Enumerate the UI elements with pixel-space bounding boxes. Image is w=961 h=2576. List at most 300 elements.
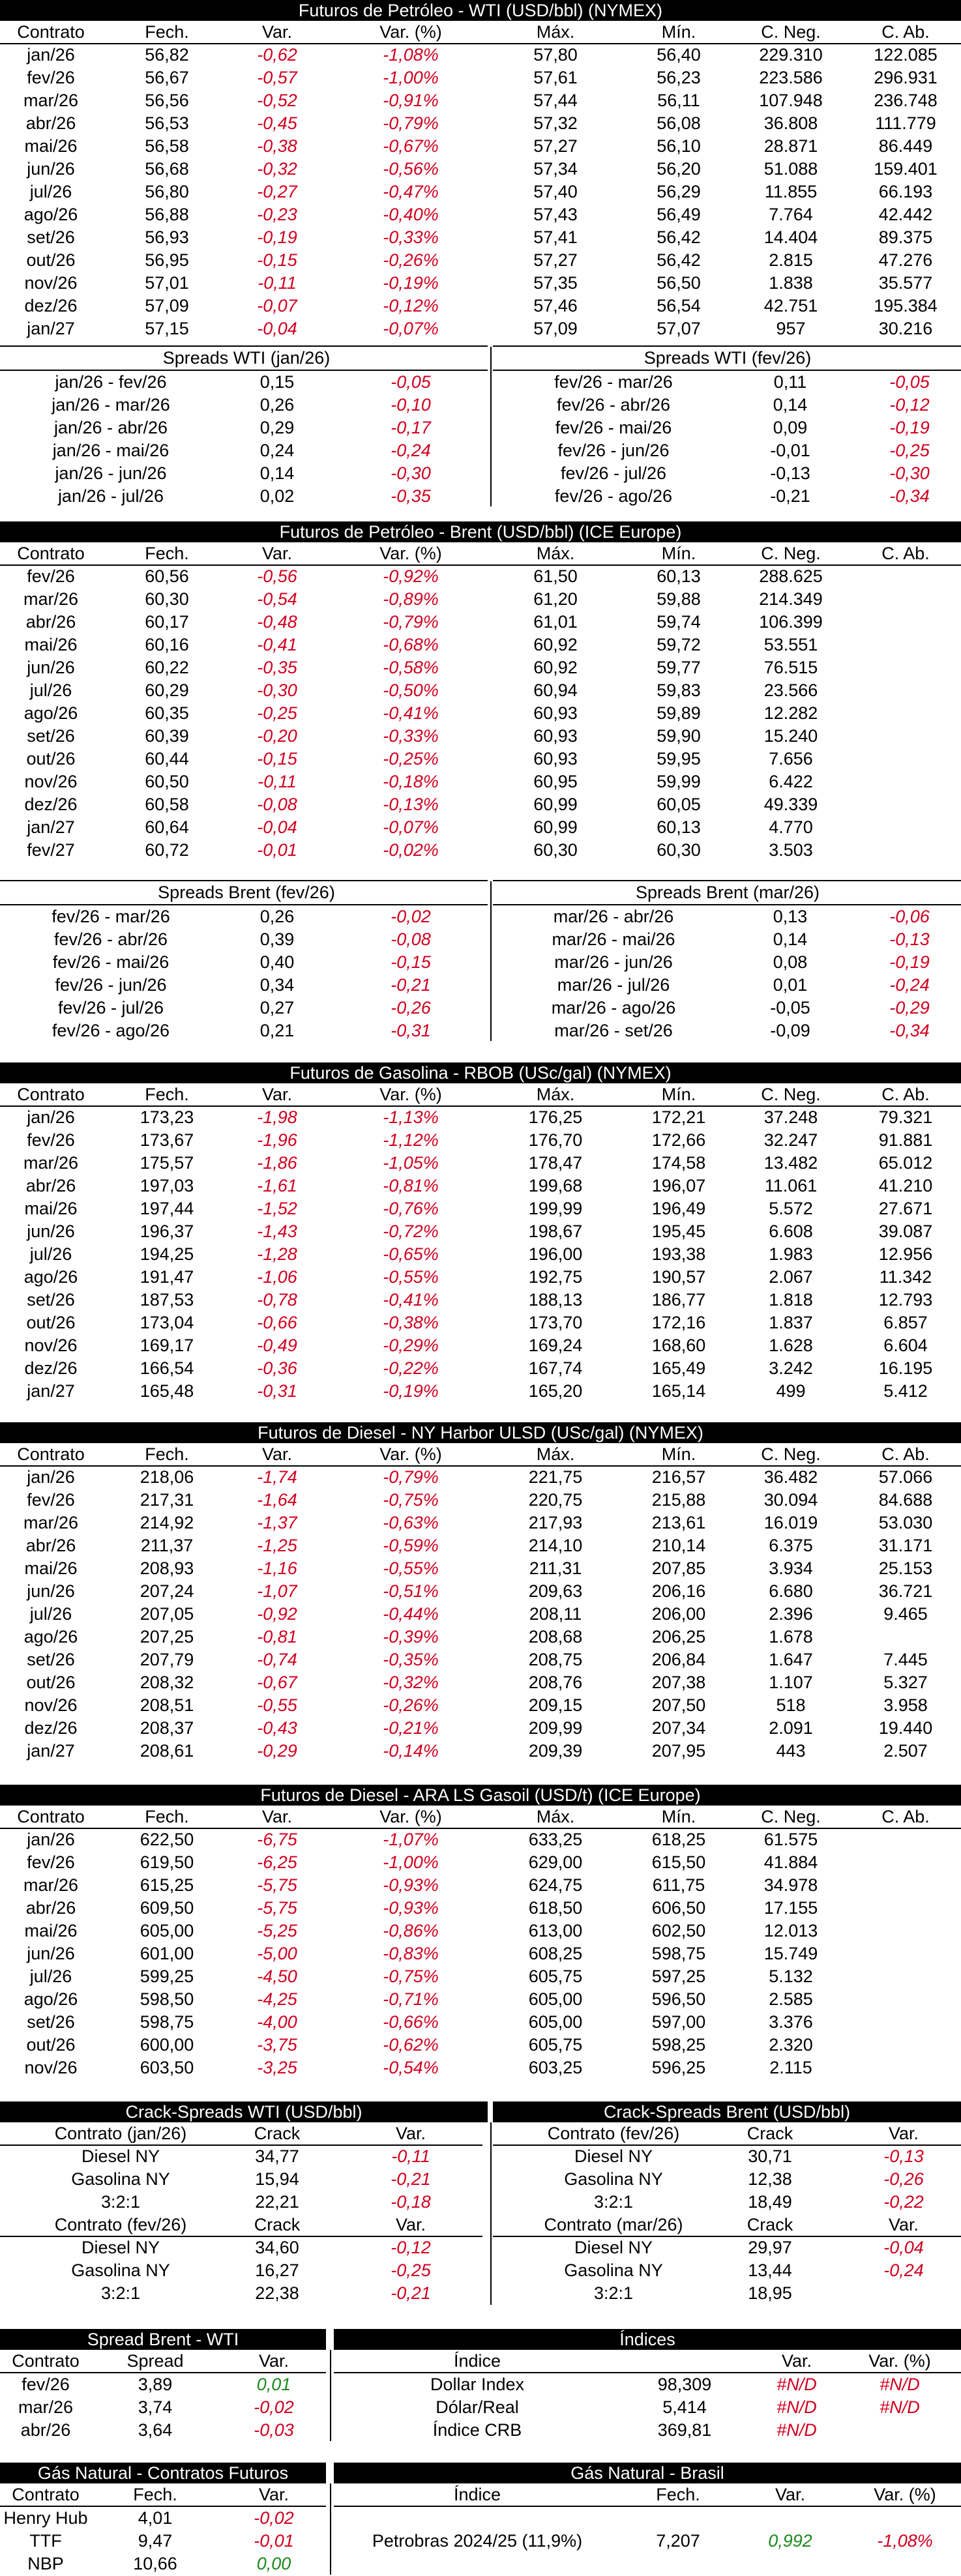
cell-close: 165,48	[140, 1381, 194, 1401]
indices-row	[0, 2373, 961, 2396]
cell-close: 196,37	[140, 1222, 194, 1241]
spread-value: 0,21	[259, 1021, 295, 1040]
brent_spreads-titles	[0, 881, 961, 904]
spread-row	[0, 439, 961, 462]
cell-high: 199,99	[528, 1199, 583, 1218]
cell-change-pct: -0,92%	[383, 566, 439, 586]
cell-close: 603,50	[140, 2058, 194, 2077]
crack-change	[848, 2282, 959, 2305]
cell-high: 196,00	[528, 1244, 583, 1264]
cell-contract: jun/26	[27, 159, 75, 179]
cell-change-pct: -0,91%	[383, 91, 439, 110]
cell-volume: 106.399	[759, 612, 823, 632]
cell-open-interest: 159.401	[874, 159, 938, 179]
cell-close: 598,50	[140, 1989, 194, 2009]
cell-low: 59,99	[657, 772, 701, 791]
cell-contract: mai/26	[24, 635, 78, 654]
cell-change: -6,25	[257, 1852, 297, 1872]
cell-change-pct: -0,39%	[383, 1627, 439, 1647]
column-header-change: Var.	[261, 1444, 293, 1464]
cell-change-pct: -0,75%	[383, 1490, 439, 1510]
cell-low: 597,00	[651, 2012, 706, 2032]
cell-change-pct: -0,35%	[383, 1650, 439, 1669]
cell-open-interest: 53.030	[878, 1513, 933, 1532]
cell-low: 186,77	[651, 1290, 706, 1310]
crack-row	[0, 2145, 961, 2168]
cell-low: 598,75	[651, 1944, 706, 1963]
cell-change: -1,61	[257, 1176, 297, 1195]
table-row	[0, 770, 961, 793]
table-row	[0, 1334, 961, 1357]
table-row	[0, 1106, 961, 1129]
cell-volume: 1.838	[769, 273, 813, 293]
cell-low: 207,95	[651, 1741, 706, 1761]
table-row	[0, 1220, 961, 1243]
crack-col-header: Crack	[747, 2124, 793, 2143]
cell-volume: 518	[776, 1695, 806, 1715]
column-header-contract: Contrato	[17, 1444, 85, 1464]
column-header-low: Mín.	[661, 544, 696, 563]
cell-close: 56,68	[145, 159, 189, 179]
spread-change: -0,24	[391, 441, 431, 460]
cell-contract: jan/26	[27, 1467, 75, 1487]
cell-open-interest	[850, 565, 961, 588]
cell-contract: abr/26	[25, 113, 76, 133]
cell-change-pct: -0,79%	[383, 1467, 439, 1487]
cell-high: 209,63	[528, 1581, 583, 1601]
table-row	[0, 226, 961, 249]
cell-contract: out/26	[26, 2035, 76, 2055]
cell-volume: 957	[776, 319, 806, 338]
cell-volume: 107.948	[759, 91, 823, 110]
cell-volume: 7.656	[769, 749, 813, 768]
cell-low: 615,50	[651, 1852, 706, 1872]
table-row	[0, 135, 961, 158]
cell-contract: jun/26	[27, 1222, 75, 1241]
cell-open-interest	[850, 1920, 961, 1942]
table-row	[0, 611, 961, 634]
cell-open-interest	[850, 679, 961, 702]
spread-row	[0, 417, 961, 439]
column-header-low: Mín.	[661, 22, 696, 42]
cell-close: 194,25	[140, 1244, 194, 1264]
cell-contract: jul/26	[29, 681, 72, 700]
cell-high: 603,25	[528, 2058, 583, 2077]
brent-title: Futuros de Petróleo - Brent (USD/bbl) (ICE Europe)	[0, 521, 961, 542]
table-row	[0, 1740, 961, 1763]
cell-open-interest: 6.857	[883, 1313, 928, 1332]
cell-open-interest: 296.931	[874, 68, 938, 87]
indices-cell: 369,81	[657, 2420, 712, 2440]
table-row	[0, 1197, 961, 1220]
cell-low: 172,21	[651, 1107, 706, 1127]
spread-value: 0,09	[773, 418, 808, 437]
indices-cell: #N/D	[776, 2375, 817, 2394]
cell-low: 59,90	[657, 726, 701, 746]
cell-change: -0,11	[258, 772, 297, 791]
cell-volume: 23.566	[763, 681, 818, 700]
cell-high: 57,41	[533, 227, 578, 247]
cell-change: -0,38	[257, 136, 297, 156]
cell-change-pct: -0,12%	[383, 296, 439, 315]
cell-change: -4,50	[257, 1967, 297, 1986]
cell-open-interest	[850, 1874, 961, 1897]
table-row	[0, 1266, 961, 1289]
cell-change-pct: -1,08%	[383, 45, 439, 65]
crack-contract-header: Contrato (jan/26)	[54, 2124, 187, 2143]
cell-change-pct: -0,33%	[383, 726, 439, 746]
cell-high: 167,74	[528, 1358, 583, 1378]
table-row	[0, 89, 961, 112]
cell-change: -1,86	[257, 1153, 297, 1173]
cell-high: 61,20	[533, 589, 578, 609]
spread-bw-cell: 3,64	[138, 2420, 173, 2440]
cell-change: -0,55	[257, 1695, 297, 1715]
cell-close: 622,50	[140, 1830, 194, 1849]
cell-volume: 2.067	[769, 1267, 813, 1287]
cell-volume: 3.503	[769, 840, 813, 860]
spread-name: fev/26 - mai/26	[52, 952, 170, 972]
column-header-low: Mín.	[661, 1444, 696, 1464]
cell-low: 56,54	[657, 296, 701, 315]
cell-close: 207,24	[140, 1581, 194, 1601]
cell-high: 629,00	[528, 1852, 583, 1872]
spread-value: 0,08	[773, 952, 808, 972]
column-header-volume: C. Neg.	[761, 1807, 821, 1826]
cell-contract: set/26	[27, 1290, 75, 1310]
table-row	[0, 1694, 961, 1717]
spread-bw-cell: -0,03	[254, 2420, 294, 2440]
column-header-contract: Contrato	[17, 22, 85, 42]
cell-low: 56,29	[657, 182, 701, 201]
spread-bw-cell: -0,02	[254, 2397, 294, 2417]
cell-high: 176,25	[528, 1107, 583, 1127]
crack-product: Gasolina NY	[71, 2261, 170, 2280]
cell-contract: mar/26	[23, 1875, 79, 1895]
cell-volume: 16.019	[763, 1513, 818, 1532]
cell-open-interest	[850, 656, 961, 679]
column-header-low: Mín.	[661, 1085, 696, 1104]
cell-high: 57,34	[533, 159, 578, 179]
spread-left-title: Spreads WTI (jan/26)	[162, 348, 331, 368]
table-row	[0, 1897, 961, 1920]
cell-low: 59,83	[657, 681, 701, 700]
table-row	[0, 66, 961, 89]
cell-change-pct: -1,13%	[383, 1107, 439, 1127]
cell-low: 59,89	[657, 703, 701, 723]
spread-name: mar/26 - jun/26	[554, 952, 673, 972]
gas-futures-cell: 10,66	[133, 2554, 177, 2573]
cell-close: 615,25	[140, 1875, 194, 1895]
cell-high: 188,13	[528, 1290, 583, 1310]
table-row	[0, 1311, 961, 1334]
cell-high: 217,93	[528, 1513, 583, 1532]
indices-cell	[828, 2419, 961, 2442]
spread-row	[0, 905, 961, 928]
cell-change-pct: -0,19%	[383, 273, 439, 293]
cell-contract: fev/26	[27, 68, 75, 87]
cell-close: 166,54	[140, 1358, 194, 1378]
cell-contract: dez/26	[24, 795, 78, 814]
cell-change-pct: -0,76%	[383, 1199, 439, 1218]
cell-high: 613,00	[528, 1921, 583, 1940]
cell-close: 208,37	[140, 1718, 194, 1738]
cell-volume: 42.751	[763, 296, 818, 315]
gas-brazil-col-header: Fech.	[656, 2485, 700, 2504]
cell-volume: 11.061	[764, 1176, 818, 1195]
crack-brent-title: Crack-Spreads Brent (USD/bbl)	[493, 2101, 961, 2122]
cell-high: 605,00	[528, 1989, 583, 2009]
cell-close: 191,47	[140, 1267, 194, 1287]
gas-futures-cell: TTF	[29, 2531, 62, 2551]
gas-brazil-cell: Petrobras 2024/25 (11,9%)	[372, 2531, 583, 2551]
cell-high: 605,75	[528, 2035, 583, 2055]
crack-value: 13,44	[748, 2261, 792, 2280]
cell-volume: 443	[776, 1741, 806, 1761]
spread-value: -0,09	[770, 1021, 810, 1040]
crack-product: Diesel NY	[81, 2238, 160, 2257]
table-row	[0, 1289, 961, 1311]
cell-low: 168,60	[651, 1336, 706, 1355]
spread-bw-col-header: Contrato	[12, 2351, 80, 2371]
gas-brazil-cell: 0,992	[768, 2531, 812, 2551]
cell-low: 206,25	[651, 1627, 706, 1647]
cell-close: 208,32	[140, 1673, 194, 1692]
cell-high: 57,46	[533, 296, 578, 315]
cell-open-interest: 42.442	[878, 205, 933, 224]
column-header-high: Máx.	[536, 544, 575, 563]
rbob-title: Futuros de Gasolina - RBOB (USc/gal) (NYMEX)	[0, 1062, 961, 1083]
cell-high: 198,67	[528, 1222, 583, 1241]
gas-futures-cell: Henry Hub	[3, 2508, 88, 2528]
cell-low: 196,07	[651, 1176, 706, 1195]
cell-change: -0,36	[257, 1358, 297, 1378]
cell-change: -1,37	[257, 1513, 297, 1532]
gas-futures-cell: 4,01	[138, 2508, 173, 2528]
cell-low: 60,05	[657, 795, 701, 814]
cell-change: -0,07	[257, 296, 297, 315]
table-row	[0, 317, 961, 340]
crack-change: -0,13	[883, 2146, 924, 2166]
cell-high: 57,40	[533, 182, 578, 201]
crack-header-row	[0, 2122, 961, 2145]
cell-change: -3,25	[257, 2058, 297, 2077]
cell-contract: jul/26	[29, 182, 72, 201]
cell-high: 60,92	[533, 635, 578, 654]
spread-value: 0,14	[773, 395, 808, 415]
cell-contract: mar/26	[23, 91, 79, 110]
cell-contract: nov/26	[24, 772, 78, 791]
cell-change-pct: -0,47%	[383, 182, 439, 201]
spread-value: 0,26	[259, 395, 295, 415]
cell-close: 173,23	[140, 1107, 194, 1127]
column-header-open-interest: C. Ab.	[881, 544, 930, 563]
cell-change-pct: -0,67%	[383, 136, 439, 156]
cell-change: -0,66	[257, 1313, 297, 1332]
cell-contract: ago/26	[23, 1627, 78, 1647]
spread-bw-title: Spread Brent - WTI	[0, 2329, 326, 2350]
cell-contract: jan/27	[27, 817, 75, 837]
cell-low: 56,50	[657, 273, 701, 293]
cell-open-interest: 7.445	[883, 1650, 928, 1669]
column-header-low: Mín.	[661, 1807, 696, 1826]
indices-cell: Índice CRB	[432, 2420, 522, 2440]
spread-name: fev/26 - ago/26	[52, 1021, 170, 1040]
cell-open-interest: 25.153	[878, 1559, 933, 1578]
gas-futures-col-header: Fech.	[133, 2485, 177, 2504]
spread-value: 0,11	[773, 372, 807, 392]
gas-brazil-cell: -1,08%	[877, 2531, 933, 2551]
spread-value: 0,40	[259, 952, 295, 972]
spread-row	[0, 928, 961, 951]
cell-change: -5,25	[257, 1921, 297, 1940]
cell-change: -0,62	[257, 45, 297, 65]
table-row	[0, 702, 961, 725]
cell-change-pct: -0,07%	[383, 319, 439, 338]
indices-cell: Dollar Index	[430, 2375, 525, 2394]
cell-close: 56,58	[145, 136, 189, 156]
column-header-close: Fech.	[145, 544, 189, 563]
table-row	[0, 1874, 961, 1897]
cell-change-pct: -0,13%	[383, 795, 439, 814]
cell-high: 60,93	[533, 726, 578, 746]
cell-open-interest: 6.604	[883, 1336, 928, 1355]
crack-product: 3:2:1	[100, 2283, 141, 2303]
cell-volume: 1.818	[769, 1290, 813, 1310]
cell-high: 211,31	[529, 1559, 582, 1578]
cell-change: -3,75	[257, 2035, 297, 2055]
cell-change-pct: -0,32%	[383, 1673, 439, 1692]
spread-value: 0,15	[259, 372, 295, 392]
cell-close: 175,57	[140, 1153, 194, 1173]
cell-low: 602,50	[651, 1921, 706, 1940]
spread-change: -0,24	[889, 975, 930, 995]
spread-name: mar/26 - set/26	[554, 1021, 673, 1040]
cell-contract: abr/26	[25, 612, 76, 632]
indices-cell: 5,414	[662, 2397, 707, 2417]
cell-contract: fev/26	[27, 1490, 75, 1510]
cell-high: 618,50	[528, 1898, 583, 1918]
gas-brazil-col-header: Índice	[453, 2485, 501, 2504]
cell-change: -0,74	[257, 1650, 297, 1669]
cell-low: 193,38	[651, 1244, 706, 1264]
cell-change-pct: -0,07%	[383, 817, 439, 837]
column-header-contract: Contrato	[17, 1085, 85, 1104]
indices-row	[0, 2419, 961, 2442]
crack-product: Gasolina NY	[564, 2261, 663, 2280]
cell-change: -0,32	[257, 159, 297, 179]
crack-value: 22,38	[255, 2283, 299, 2303]
cell-open-interest	[850, 725, 961, 748]
wti_spreads-titles	[0, 347, 961, 370]
cell-change: -1,16	[257, 1559, 297, 1578]
cell-contract: jul/26	[29, 1604, 72, 1624]
table-row	[0, 1828, 961, 1851]
cell-change: -0,41	[257, 635, 297, 654]
cell-contract: ago/26	[23, 1267, 78, 1287]
cell-change-pct: -0,44%	[383, 1604, 439, 1624]
crack-contract-header: Contrato (fev/26)	[54, 2215, 187, 2234]
crack-row	[0, 2168, 961, 2191]
crack-change: -0,04	[883, 2238, 924, 2257]
cell-contract: set/26	[27, 1650, 75, 1669]
column-header-contract: Contrato	[17, 1807, 85, 1826]
table-row	[0, 656, 961, 679]
wti-header-row	[0, 21, 961, 44]
spread-change: -0,02	[391, 907, 431, 926]
cell-change: -0,15	[257, 250, 297, 270]
cell-change-pct: -0,51%	[383, 1581, 439, 1601]
cell-open-interest	[850, 2056, 961, 2079]
cell-close: 56,93	[145, 227, 189, 247]
table-row	[0, 1965, 961, 1988]
crack-contract-header: Contrato (mar/26)	[544, 2215, 683, 2234]
cell-volume: 36.808	[763, 113, 818, 133]
spread-change: -0,19	[889, 952, 930, 972]
cell-volume: 4.770	[769, 817, 813, 837]
spread-change: -0,21	[391, 975, 431, 995]
column-header-change-pct: Var. (%)	[379, 544, 442, 563]
cell-contract: jan/27	[27, 1741, 75, 1761]
cell-change-pct: -0,26%	[383, 250, 439, 270]
cell-contract: ago/26	[23, 703, 78, 723]
cell-high: 208,11	[529, 1604, 582, 1624]
crack-product: Gasolina NY	[71, 2169, 170, 2189]
cell-contract: mar/26	[23, 1513, 79, 1532]
cell-volume: 76.515	[763, 658, 818, 677]
spread-name: jan/26 - abr/26	[53, 418, 168, 437]
cell-contract: nov/26	[24, 2058, 78, 2077]
cell-contract: mai/26	[24, 1559, 78, 1578]
cell-contract: ago/26	[23, 205, 78, 224]
cell-volume: 2.585	[769, 1989, 813, 2009]
spread-right-title: Spreads Brent (mar/26)	[635, 883, 820, 902]
spread-change: -0,30	[391, 463, 431, 483]
cell-low: 195,45	[651, 1222, 706, 1241]
spread-change: -0,05	[889, 372, 930, 392]
table-row	[0, 565, 961, 588]
cell-open-interest: 3.958	[883, 1695, 928, 1715]
cell-low: 606,50	[651, 1898, 706, 1918]
cell-contract: mar/26	[23, 1153, 79, 1173]
cell-volume: 1.107	[769, 1673, 813, 1692]
cell-open-interest: 89.375	[878, 227, 933, 247]
cell-low: 190,57	[651, 1267, 706, 1287]
cell-close: 60,29	[145, 681, 189, 700]
cell-change: -0,29	[257, 1741, 297, 1761]
cell-close: 619,50	[140, 1852, 194, 1872]
cell-high: 60,95	[533, 772, 578, 791]
crack-product: Diesel NY	[81, 2146, 160, 2166]
cell-change-pct: -0,22%	[383, 1358, 439, 1378]
cell-close: 173,04	[140, 1313, 194, 1332]
cell-open-interest: 41.210	[878, 1176, 933, 1195]
cell-low: 56,08	[657, 113, 701, 133]
cell-close: 60,17	[145, 612, 189, 632]
column-header-change-pct: Var. (%)	[379, 22, 442, 42]
spread-value: 0,34	[259, 975, 295, 995]
cell-change-pct: -0,33%	[383, 227, 439, 247]
cell-open-interest	[850, 1851, 961, 1874]
cell-change-pct: -0,71%	[383, 1989, 439, 2009]
cell-volume: 1.628	[769, 1336, 813, 1355]
cell-change: -1,52	[257, 1199, 297, 1218]
cell-high: 173,70	[528, 1313, 583, 1332]
cell-change: -0,35	[257, 658, 297, 677]
cell-change-pct: -0,79%	[383, 612, 439, 632]
spread-name: fev/26 - mar/26	[52, 907, 170, 926]
table-row	[0, 2011, 961, 2034]
